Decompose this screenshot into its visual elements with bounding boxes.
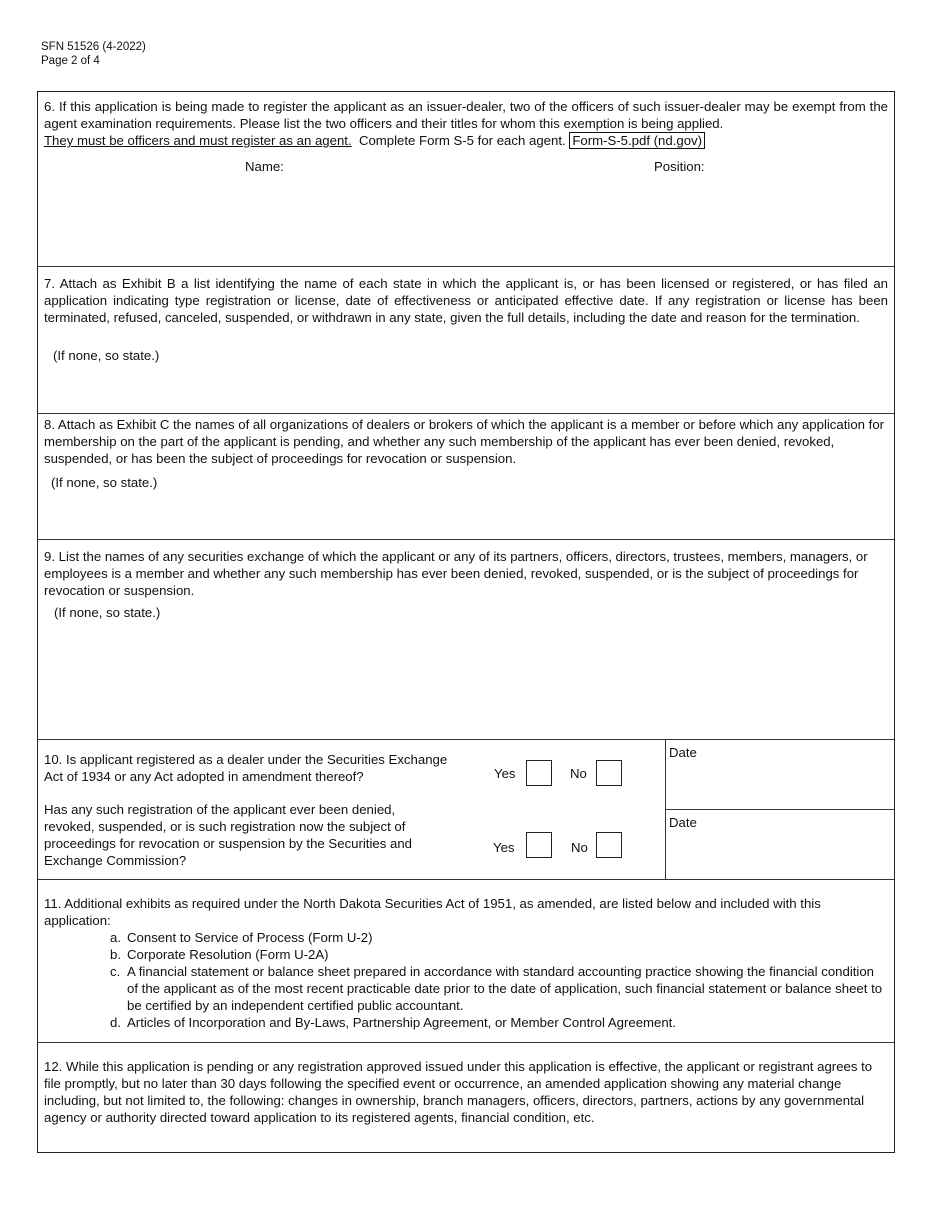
exhibit-marker: b. (110, 947, 121, 962)
section-9-note: (If none, so state.) (54, 605, 161, 620)
section-7 (38, 267, 894, 414)
section-7-note: (If none, so state.) (53, 348, 160, 363)
exhibit-list (110, 929, 888, 1031)
q1-no-checkbox[interactable] (596, 760, 622, 786)
section-10-question-2: Has any such registration of the applicant ever been denied, revoked, suspended, or is such registration now the subject of proceedings for revocation or suspension by the Securities and Exchange Commission? (44, 802, 413, 868)
section-11-text: 11. Additional exhibits as required under the North Dakota Securities Act of 1951, as amended, are listed below and included with this application: (44, 896, 821, 928)
q2-yes-label: Yes (493, 840, 515, 855)
form-body (37, 91, 895, 1153)
q1-no-label: No (570, 766, 587, 781)
form-s5-link[interactable]: Form-S-5.pdf (nd.gov) (569, 132, 705, 149)
section-8-text: 8. Attach as Exhibit C the names of all organizations of dealers or brokers of which the applicant is a member or before which any application for membership on the part of the applicant is pending, and whether any such membership of the applicant has ever been denied, revoked, suspended, or has been the subject of proceedings for revocation or suspension. (44, 417, 885, 466)
section-6-text (44, 98, 888, 132)
exhibit-text: A financial statement or balance sheet prepared in accordance with standard accounting practice showing the financial condition of the applicant as of the most recent practicable date prior to the date of application, such financial statement or balance sheet to be certified by an independent certified public accountant. (127, 964, 883, 1013)
section-12-text: 12. While this application is pending or any registration approved issued under this application is effective, the applicant or registrant agrees to file promptly, but no later than 30 days following the specified event or occurrence, an amended application showing any material change including, but not limited to, the following: changes in ownership, branch managers, officers, directors, partners, actions by any governmental agency or authority directed toward application to its registered agents, financial condition, etc. (44, 1059, 873, 1125)
exhibit-text: Articles of Incorporation and By-Laws, Partnership Agreement, or Member Control Agreement. (127, 1015, 677, 1030)
name-column-label: Name: (245, 159, 284, 174)
section-8 (38, 414, 894, 540)
date-row-divider (665, 809, 894, 810)
q2-no-label: No (571, 840, 588, 855)
date-label-1: Date (669, 745, 697, 760)
exhibit-marker: a. (110, 930, 121, 945)
exhibit-item (110, 1014, 888, 1031)
section-9-text: 9. List the names of any securities exchange of which the applicant or any of its partners, officers, directors, trustees, members, managers, or employees is a member and whether any such membership has ever been denied, revoked, suspended, or is the subject of proceedings for revocation or suspension. (44, 549, 868, 598)
section-12 (38, 1043, 894, 1152)
section-6-underlined-text: They must be officers and must register as an agent. (44, 133, 352, 148)
section-10-question-1: 10. Is applicant registered as a dealer under the Securities Exchange Act of 1934 or any Act adopted in amendment thereof? (44, 752, 448, 784)
exhibit-item (110, 963, 888, 1014)
page-number: Page 2 of 4 (41, 55, 100, 67)
exhibit-marker: c. (110, 964, 121, 979)
q2-no-checkbox[interactable] (596, 832, 622, 858)
section-6-instruction: Complete Form S-5 for each agent. (358, 133, 566, 148)
section-11 (38, 880, 894, 1043)
date-label-2: Date (669, 815, 697, 830)
section-8-note: (If none, so state.) (51, 475, 158, 490)
position-column-label: Position: (654, 159, 705, 174)
exhibit-marker: d. (110, 1015, 121, 1030)
section-7-text: 7. Attach as Exhibit B a list identifying the name of each state in which the applicant is, or has been licensed or registered, or has filed an application indicating type registration or license, date of effectiveness or anticipated effective date. If any registration or license has been terminated, refused, canceled, suspended, or withdrawn in any state, given the full details, including the date and reason for the termination. (44, 276, 888, 325)
section-9 (38, 540, 894, 740)
form-header (41, 40, 146, 68)
section-10 (38, 740, 894, 880)
exhibit-text: Consent to Service of Process (Form U-2) (127, 930, 373, 945)
section-6-intro: 6. If this application is being made to register the applicant as an issuer-dealer, two of the officers of such issuer-dealer may be exempt from the agent examination requirements. Please list the two officers and their titles for whom this exemption is being applied. (44, 99, 888, 131)
section-6-line3 (44, 132, 888, 149)
q1-yes-checkbox[interactable] (526, 760, 552, 786)
q1-yes-label: Yes (494, 766, 516, 781)
exhibit-item (110, 929, 888, 946)
q2-yes-checkbox[interactable] (526, 832, 552, 858)
section-6 (38, 92, 894, 267)
form-number: SFN 51526 (4-2022) (41, 41, 146, 53)
exhibit-item (110, 946, 888, 963)
exhibit-text: Corporate Resolution (Form U-2A) (127, 947, 329, 962)
